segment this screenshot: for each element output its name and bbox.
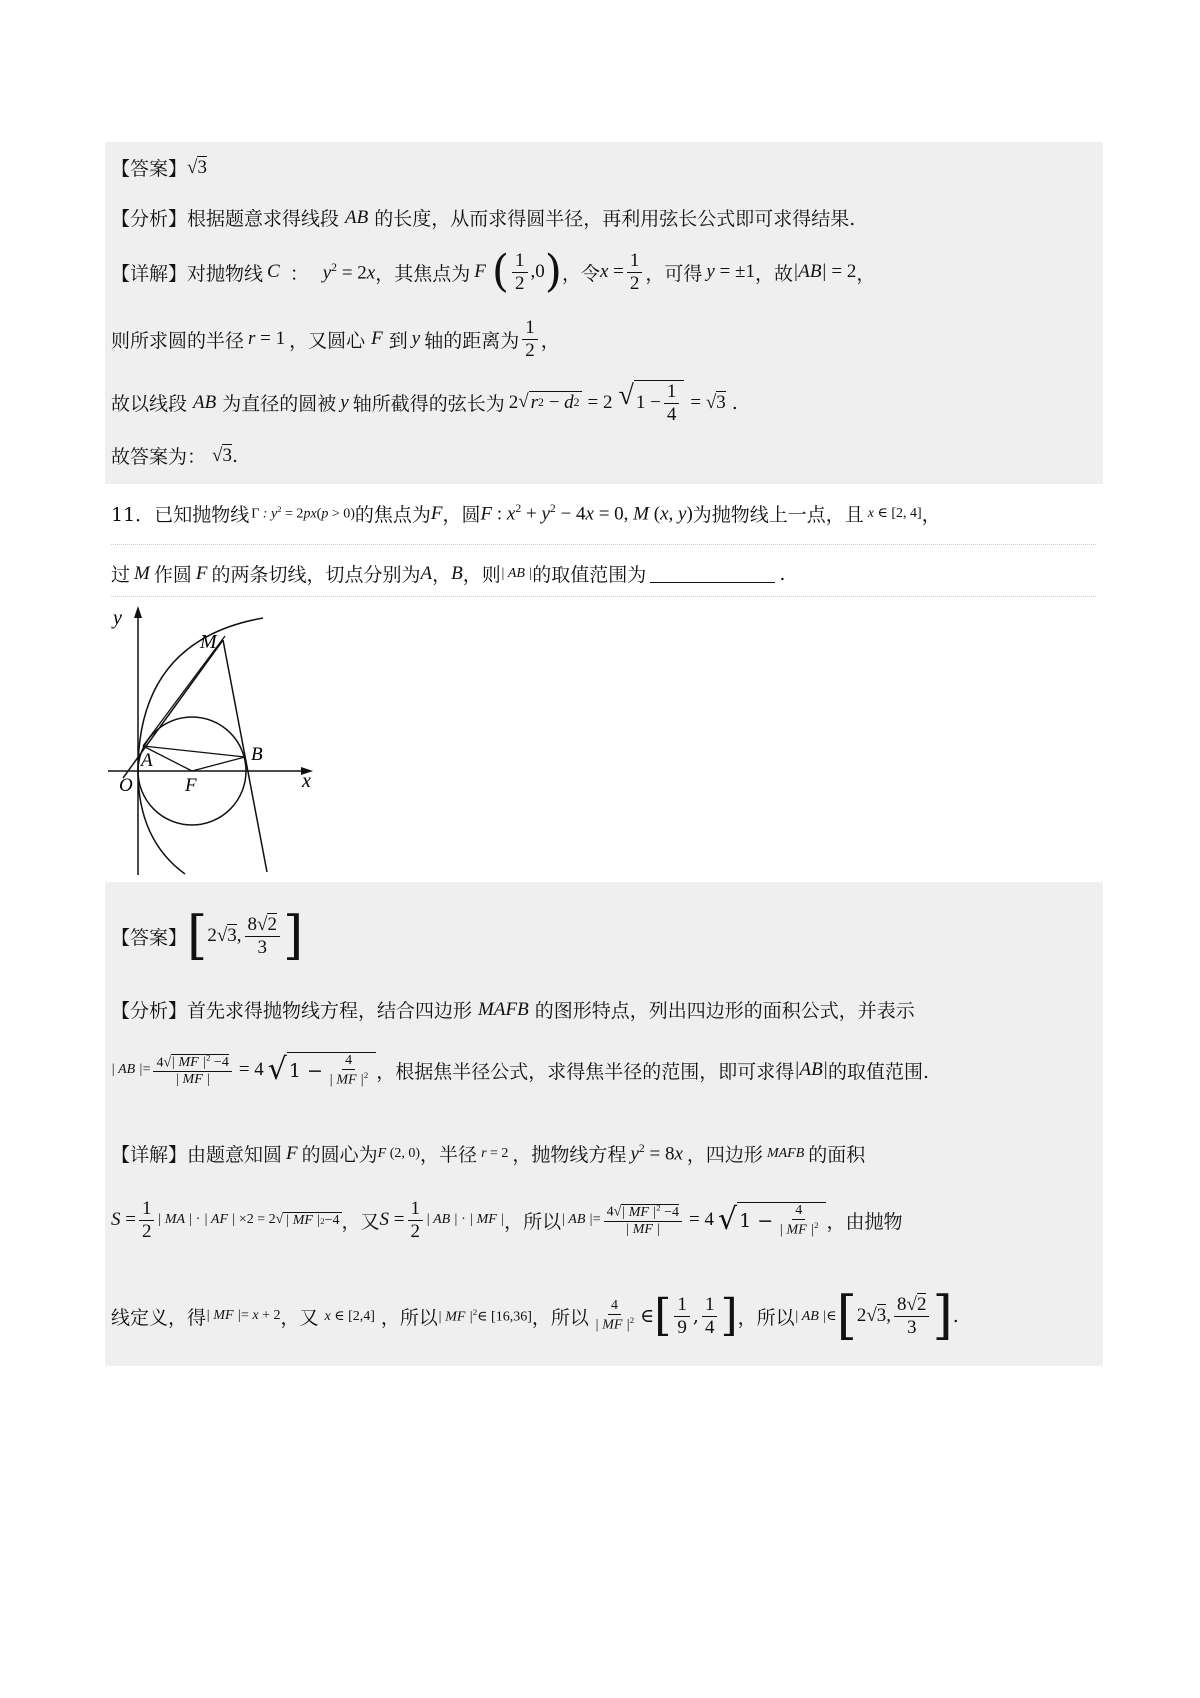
divider	[111, 596, 1096, 597]
detail-text: 的面积	[808, 1144, 866, 1166]
detail-text: ，抛物线方程	[512, 1144, 627, 1166]
analysis-label: 【分析】	[111, 208, 188, 230]
analysis-text: 根据题意求得线段	[187, 208, 340, 230]
analysis-text: ，根据焦半径公式，求得焦半径的范围，即可求得	[376, 1060, 795, 1083]
detail-text: 线定义，得	[111, 1306, 207, 1329]
problem-text: 已知抛物线	[154, 504, 250, 526]
answer-value: √3	[187, 156, 207, 178]
label-f: F	[185, 775, 197, 796]
detail-text: 的圆心为	[301, 1144, 378, 1166]
problem-text: ，则	[462, 564, 501, 586]
final-line: 故答案为： √3 .	[111, 442, 238, 469]
detail-label: 【详解】	[111, 1144, 188, 1166]
label-o: O	[119, 775, 133, 796]
detail-text: ，四边形	[686, 1144, 763, 1166]
detail-text: 故以线段	[111, 393, 188, 416]
analysis-line-1	[111, 204, 855, 231]
problem-text: ，圆	[442, 504, 481, 526]
formula: $y^2 = 2x$	[322, 260, 376, 283]
answer-line-1	[111, 154, 207, 181]
figure-parabola-circle	[105, 600, 320, 878]
label-m: M	[200, 631, 217, 653]
analysis-text: 首先求得抛物线方程，结合四边形	[187, 1000, 473, 1022]
label-x: x	[302, 770, 311, 792]
detail-text: ，所以	[531, 1306, 589, 1329]
detail-text: 到	[388, 329, 408, 352]
detail-text: ，可得	[645, 262, 703, 285]
answer-block-1-bg	[105, 142, 1103, 484]
analysis-text: 的取值范围.	[827, 1060, 929, 1083]
problem-text: 的取值范围为	[532, 564, 647, 586]
formula: C	[267, 261, 280, 283]
detail-line-3: 故以线段 AB 为直径的圆被 y 轴所截得的弦长为 2 √ r 2 − d 2 = 2 √ 1 − $\frac{1}{4}$ = √3 .	[111, 380, 738, 425]
problem-text: 为抛物线上一点，且	[692, 504, 864, 526]
detail-text: ，所以	[737, 1306, 795, 1329]
problem-number: 11．	[111, 504, 155, 526]
analysis-text-2: 的长度，从而求得圆半径，再利用弦长公式即可求得结果.	[374, 208, 856, 230]
detail-text: ，半径	[420, 1144, 478, 1166]
detail-text: 由题意知圆	[187, 1144, 283, 1166]
analysis-line-2: 【分析】 首先求得抛物线方程，结合四边形 MAFB 的图形特点，列出四边形的面积公式，并表示	[111, 996, 915, 1023]
analysis-label: 【分析】	[111, 1000, 188, 1022]
detail-text: 对抛物线	[187, 262, 264, 285]
detail-text: 轴所截得的弦长为	[352, 393, 505, 416]
detail-line-1: 【详解】 对抛物线 C ： $y^2 = 2x$ ，其焦点为 F ( $\frac{1}{2}$ ,0 ) ，令 x = $\frac{1}{2}$ ，可得 y = ±1 ，故 |AB| = 2 ，	[111, 246, 876, 298]
problem-text: 过	[111, 564, 131, 586]
detail-line-5: S = $\frac{1}{2}$ | MA | · | AF | ×2 = 2 √ | MF | 2 −4 ，又 S = $\frac{1}{2}$ | AB | · | MF | ，所以 | AB |= $\frac{4√| MF |^2 -4}{| MF |}$ = 4 √ 1 − $\frac{4}{| MF |^2}$ ，由抛物	[111, 1198, 903, 1242]
detail-text: 则所求圆的半径	[111, 329, 245, 352]
problem11-line-2: 过 M 作圆 F 的两条切线，切点分别为 A ， B ，则 | AB | 的取值范围为 .	[111, 560, 785, 587]
label-a: A	[141, 750, 153, 771]
detail-text: 为直径的圆被	[222, 393, 337, 416]
detail-text: ，令	[561, 262, 600, 285]
problem-text: 的两条切线，切点分别为	[211, 564, 421, 586]
detail-text: ，又圆心	[289, 329, 366, 352]
detail-text: ，由抛物	[826, 1210, 903, 1233]
answer-line-2: 【答案】 [ 2√3, $\frac{8√2}{3}$ ]	[111, 906, 304, 966]
answer-blank	[650, 564, 775, 583]
detail-text: ，又	[280, 1306, 319, 1329]
answer-label: 【答案】	[111, 158, 188, 180]
detail-text: ，所以	[504, 1210, 562, 1233]
detail-text: ，所以	[380, 1306, 438, 1329]
label-y: y	[113, 607, 122, 629]
problem11-line-1: 11． 已知抛物线 Γ : $y^2 = 2px(p > 0)$ 的焦点为 F ，圆 F : $x^2 + y^2 - 4x = 0$, M (x, y) 为抛物线上一点，且 x ∈ [2, 4] ，	[111, 501, 941, 526]
segment-ab: AB	[345, 206, 369, 228]
final-text: 故答案为：	[111, 446, 207, 468]
detail-text: ，其焦点为	[375, 262, 471, 285]
detail-text: ，又	[341, 1210, 380, 1233]
analysis-line-3: | AB |= $\frac{4√| MF |^2 -4}{| MF |}$ = 4 √ 1 − $\frac{4}{| MF |^2}$ ，根据焦半径公式，求得焦半径的范围，即可求得 |AB| 的取值范围.	[111, 1052, 929, 1088]
detail-text: 轴的距离为	[424, 329, 520, 352]
problem-text: 的焦点为	[354, 504, 431, 526]
detail-line-2: 则所求圆的半径 r = 1 ，又圆心 F 到 y 轴的距离为 $\frac{1}{2}$ ，	[111, 317, 560, 361]
divider	[111, 544, 1096, 545]
label-b: B	[251, 744, 263, 765]
detail-label: 【详解】	[111, 262, 188, 285]
detail-line-4: 【详解】 由题意知圆 F 的圆心为 F (2, 0) ，半径 r = 2 ，抛物线方程 $y^2 = 8x$ ，四边形 MAFB 的面积	[111, 1141, 866, 1166]
problem-text: 作圆	[153, 564, 192, 586]
answer-label: 【答案】	[111, 926, 188, 949]
analysis-text: 的图形特点，列出四边形的面积公式，并表示	[534, 1000, 915, 1022]
detail-line-6: 线定义，得 | MF |= x + 2 ，又 x ∈ [2,4] ，所以 | MF $|^2\in$ [16,36] ，所以 $\frac{4}{| MF |^2}$ ∈ [ $\frac{1}{9}$ , $\frac{1}{4}$ ] ，所以 | AB |∈ [ 2√3, $\frac{8√2}{3}$ ] .	[111, 1286, 959, 1346]
detail-text: ，故	[754, 262, 793, 285]
